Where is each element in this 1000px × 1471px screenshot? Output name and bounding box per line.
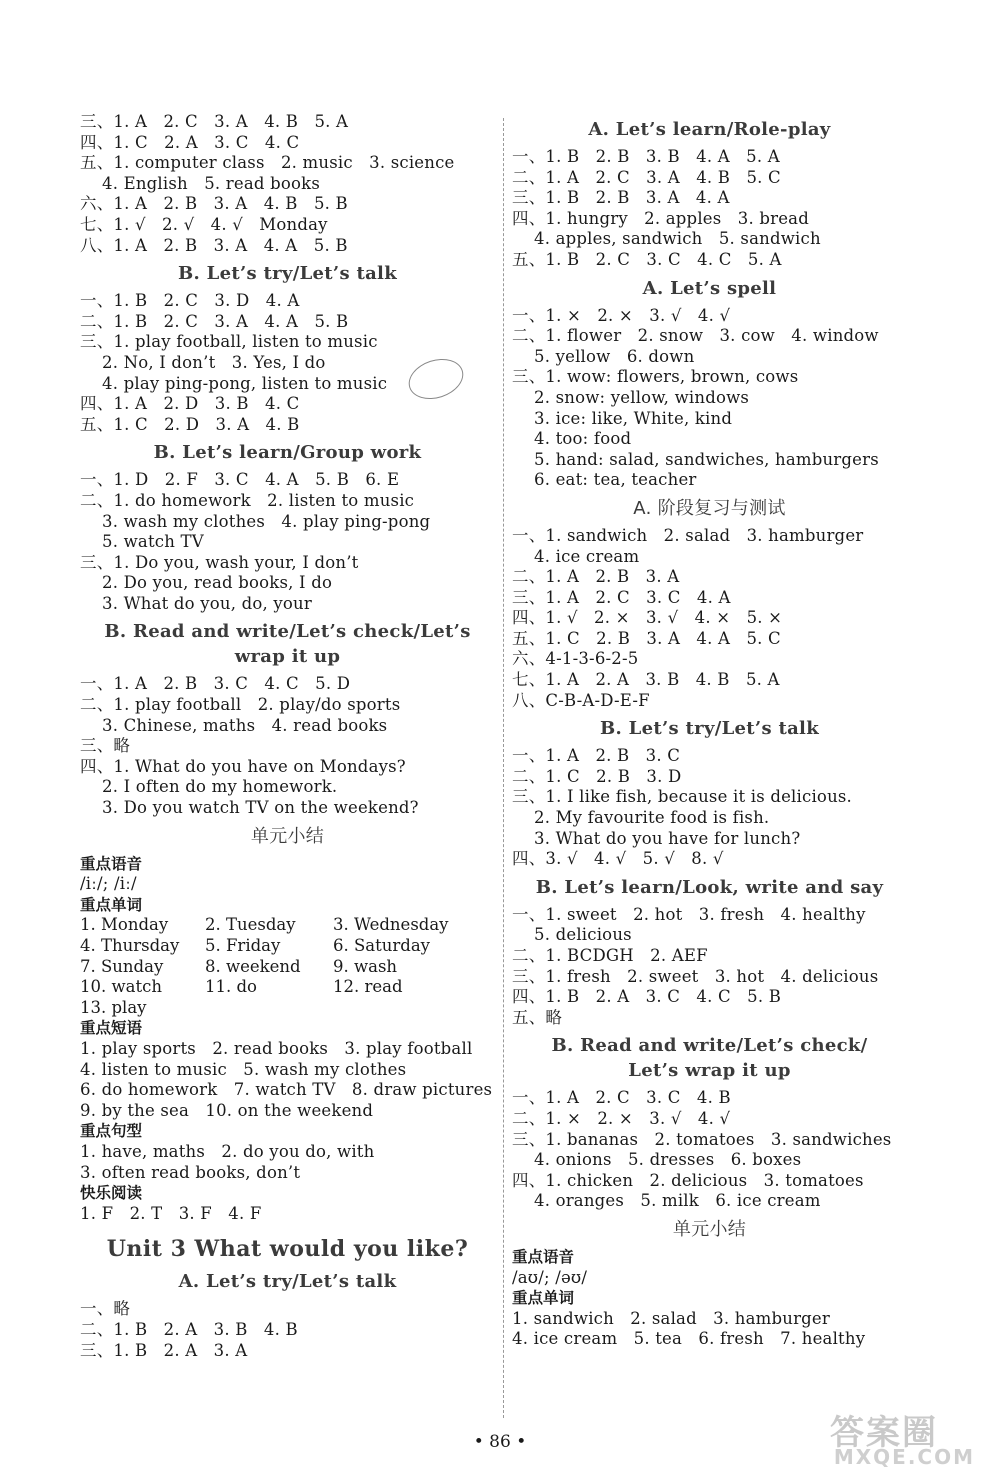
answer-line: 八、1. A 2. B 3. A 4. A 5. B xyxy=(80,235,348,255)
answer-line: 三、1. play football, listen to music xyxy=(80,332,378,352)
answer-line: 1. F 2. T 3. F 4. F xyxy=(80,1203,262,1223)
answer-line: 四、1. C 2. A 3. C 4. C xyxy=(80,132,300,152)
answer-line: 四、1. A 2. D 3. B 4. C xyxy=(80,394,300,414)
answer-line: 一、1. × 2. × 3. √ 4. √ xyxy=(512,305,731,325)
answer-line: 三、1. I like fish, because it is delicious. xyxy=(512,787,853,807)
answer-line: 9. by the sea 10. on the weekend xyxy=(80,1100,374,1120)
answer-line: 3. ice: like, White, kind xyxy=(534,408,733,428)
answer-line: 三、1. wow: flowers, brown, cows xyxy=(512,367,799,387)
answer-line: 2. Do you, read books, I do xyxy=(102,573,333,593)
section-heading: B. Let’s try/Let’s talk xyxy=(600,718,819,740)
answer-line: 五、1. computer class 2. music 3. science xyxy=(80,153,455,173)
answer-line: 一、1. sweet 2. hot 3. fresh 4. healthy xyxy=(512,904,866,924)
answer-line: 5. watch TV xyxy=(102,532,204,552)
summary-label: 重点句型 xyxy=(80,1122,143,1141)
summary-label: 快乐阅读 xyxy=(80,1184,143,1203)
section-heading: B. Read and write/Let’s check/ xyxy=(551,1035,868,1057)
answer-line: 2. snow: yellow, windows xyxy=(534,387,750,407)
answer-line: 一、略 xyxy=(80,1299,131,1319)
section-heading: A. Let’s spell xyxy=(642,277,777,299)
answer-line: 4. ice cream xyxy=(534,546,640,566)
word-item: 7. Sunday xyxy=(80,956,164,976)
word-item: 5. Friday xyxy=(205,936,281,955)
summary-label: 重点短语 xyxy=(80,1019,143,1038)
summary-label: 重点语音 xyxy=(80,854,143,873)
summary-label: 重点单词 xyxy=(512,1289,575,1308)
answer-line: 二、1. × 2. × 3. √ 4. √ xyxy=(512,1108,731,1128)
answer-line: 4. play ping-pong, listen to music xyxy=(102,373,388,393)
word-item: 3. Wednesday xyxy=(333,915,449,935)
word-item: 12. read xyxy=(333,977,403,997)
answer-line: 1. play sports 2. read books 3. play football xyxy=(80,1038,473,1058)
answer-line: 三、1. Do you, wash your, I don’t xyxy=(80,552,359,572)
section-heading: wrap it up xyxy=(234,646,341,668)
word-item: 10. watch xyxy=(80,977,162,997)
answer-line: 5. delicious xyxy=(534,925,632,945)
answer-line: 一、1. A 2. B 3. C xyxy=(512,746,681,766)
answer-line: 三、1. bananas 2. tomatoes 3. sandwiches xyxy=(512,1129,892,1149)
answer-line: 五、1. B 2. C 3. C 4. C 5. A xyxy=(512,249,782,269)
answer-line: 3. often read books, don’t xyxy=(80,1162,301,1182)
word-item: 4. Thursday xyxy=(80,936,180,955)
word-item: 11. do xyxy=(205,977,257,997)
answer-line: 3. What do you have for lunch? xyxy=(534,828,801,848)
answer-line: 六、4-1-3-6-2-5 xyxy=(512,649,639,669)
word-item: 6. Saturday xyxy=(333,936,430,955)
word-item: 2. Tuesday xyxy=(205,915,296,935)
answer-line: 一、1. A 2. B 3. C 4. C 5. D xyxy=(80,674,351,694)
answer-line: 四、1. hungry 2. apples 3. bread xyxy=(512,208,809,228)
answer-line: 4. ice cream 5. tea 6. fresh 7. healthy xyxy=(512,1329,866,1349)
section-heading: 单元小结 xyxy=(672,1218,747,1240)
answer-line: /iː/; /iː/ xyxy=(80,874,137,894)
section-heading: B. Let’s learn/Group work xyxy=(153,442,422,464)
answer-line: 三、1. A 2. C 3. A 4. B 5. A xyxy=(80,112,349,131)
answer-line: 二、1. flower 2. snow 3. cow 4. window xyxy=(512,326,879,346)
column-divider xyxy=(503,118,504,1418)
answer-line: 1. have, maths 2. do you do, with xyxy=(80,1141,375,1161)
answer-line: 三、略 xyxy=(80,736,131,756)
answer-line: 五、1. C 2. B 3. A 4. A 5. C xyxy=(512,628,781,648)
answer-line: 1. sandwich 2. salad 3. hamburger xyxy=(512,1308,830,1328)
section-heading: 单元小结 xyxy=(250,825,325,847)
answer-line: 4. too: food xyxy=(534,429,632,449)
word-list xyxy=(80,915,495,1018)
section-heading: B. Read and write/Let’s check/Let’s xyxy=(104,621,471,643)
answer-line: 二、1. C 2. B 3. D xyxy=(512,766,682,786)
answer-line: 二、1. B 2. C 3. A 4. A 5. B xyxy=(80,311,349,331)
answer-line: 八、C-B-A-D-E-F xyxy=(512,690,650,710)
answer-line: 4. English 5. read books xyxy=(102,173,320,193)
answer-line: 6. eat: tea, teacher xyxy=(534,470,697,490)
answer-line: 二、1. A 2. B 3. A xyxy=(512,567,680,587)
answer-line: 四、1. What do you have on Mondays? xyxy=(80,756,406,776)
answer-line: 三、1. A 2. C 3. C 4. A xyxy=(512,587,731,607)
answer-line: 一、1. sandwich 2. salad 3. hamburger xyxy=(512,525,864,545)
answer-line: 4. listen to music 5. wash my clothes xyxy=(80,1059,407,1079)
answer-line: 五、1. C 2. D 3. A 4. B xyxy=(80,414,300,434)
watermark-logo: 答案圈 xyxy=(830,1413,938,1453)
answer-line: 七、1. A 2. A 3. B 4. B 5. A xyxy=(512,670,780,690)
answer-line: 2. No, I don’t 3. Yes, I do xyxy=(102,352,326,372)
answer-line: 2. I often do my homework. xyxy=(102,777,338,797)
word-item: 8. weekend xyxy=(205,956,301,976)
answer-line: 一、1. A 2. C 3. C 4. B xyxy=(512,1088,731,1108)
answer-line: 六、1. A 2. B 3. A 4. B 5. B xyxy=(80,194,348,214)
answer-line: 二、1. play football 2. play/do sports xyxy=(80,695,401,715)
summary-label: 重点单词 xyxy=(80,895,143,914)
section-heading: B. Let’s learn/Look, write and say xyxy=(535,876,884,898)
answer-line: /aʊ/; /əʊ/ xyxy=(512,1267,588,1287)
section-heading: A. Let’s learn/Role-play xyxy=(588,119,831,140)
answer-line: 二、1. B 2. A 3. B 4. B xyxy=(80,1319,298,1339)
answer-line: 4. oranges 5. milk 6. ice cream xyxy=(534,1191,821,1211)
right-column xyxy=(512,112,907,1350)
answer-line: 3. Do you watch TV on the weekend? xyxy=(102,798,419,818)
answer-line: 三、1. B 2. B 3. A 4. A xyxy=(512,188,730,208)
answer-line: 三、1. fresh 2. sweet 3. hot 4. delicious xyxy=(512,966,879,986)
answer-line: 二、1. do homework 2. listen to music xyxy=(80,490,415,510)
section-heading: B. Let’s try/Let’s talk xyxy=(178,263,397,285)
answer-line: 5. yellow 6. down xyxy=(534,346,695,366)
answer-line: 6. do homework 7. watch TV 8. draw pictures xyxy=(80,1080,493,1100)
summary-label: 重点语音 xyxy=(512,1247,575,1266)
answer-line: 4. apples, sandwich 5. sandwich xyxy=(534,229,821,249)
answer-line: 四、1. √ 2. × 3. √ 4. × 5. × xyxy=(512,608,783,628)
page-number: • 86 • xyxy=(473,1432,527,1452)
section-heading: A. Let’s try/Let’s talk xyxy=(178,1271,397,1293)
answer-line: 四、1. B 2. A 3. C 4. C 5. B xyxy=(512,987,782,1007)
answer-line: 四、3. √ 4. √ 5. √ 8. √ xyxy=(512,849,724,869)
answer-line: 5. hand: salad, sandwiches, hamburgers xyxy=(534,449,879,469)
word-item: 13. play xyxy=(80,997,147,1017)
answer-line: 一、1. B 2. C 3. D 4. A xyxy=(80,291,300,311)
unit-title: Unit 3 What would you like? xyxy=(106,1236,469,1263)
answer-line: 一、1. B 2. B 3. B 4. A 5. A xyxy=(512,147,780,166)
answer-line: 4. onions 5. dresses 6. boxes xyxy=(534,1150,802,1170)
answer-line: 二、1. BCDGH 2. AEF xyxy=(512,946,708,965)
section-heading: A. 阶段复习与测试 xyxy=(633,497,786,519)
answer-line: 2. My favourite food is fish. xyxy=(534,808,770,828)
section-heading: Let’s wrap it up xyxy=(628,1060,791,1082)
answer-line: 3. wash my clothes 4. play ping-pong xyxy=(102,511,431,531)
answer-line: 五、略 xyxy=(512,1007,563,1027)
answer-line: 一、1. D 2. F 3. C 4. A 5. B 6. E xyxy=(80,470,400,490)
answer-line: 3. What do you, do, your xyxy=(102,593,312,613)
word-item: 1. Monday xyxy=(80,915,169,935)
answer-line: 二、1. A 2. C 3. A 4. B 5. C xyxy=(512,167,781,187)
watermark-url: MXQE.COM xyxy=(833,1445,975,1469)
answer-line: 三、1. B 2. A 3. A xyxy=(80,1340,248,1360)
answer-line: 四、1. chicken 2. delicious 3. tomatoes xyxy=(512,1170,864,1190)
word-item: 9. wash xyxy=(333,956,398,976)
answer-line: 七、1. √ 2. √ 4. √ Monday xyxy=(80,214,328,234)
left-column xyxy=(80,112,495,1361)
answer-line: 3. Chinese, maths 4. read books xyxy=(102,715,388,735)
